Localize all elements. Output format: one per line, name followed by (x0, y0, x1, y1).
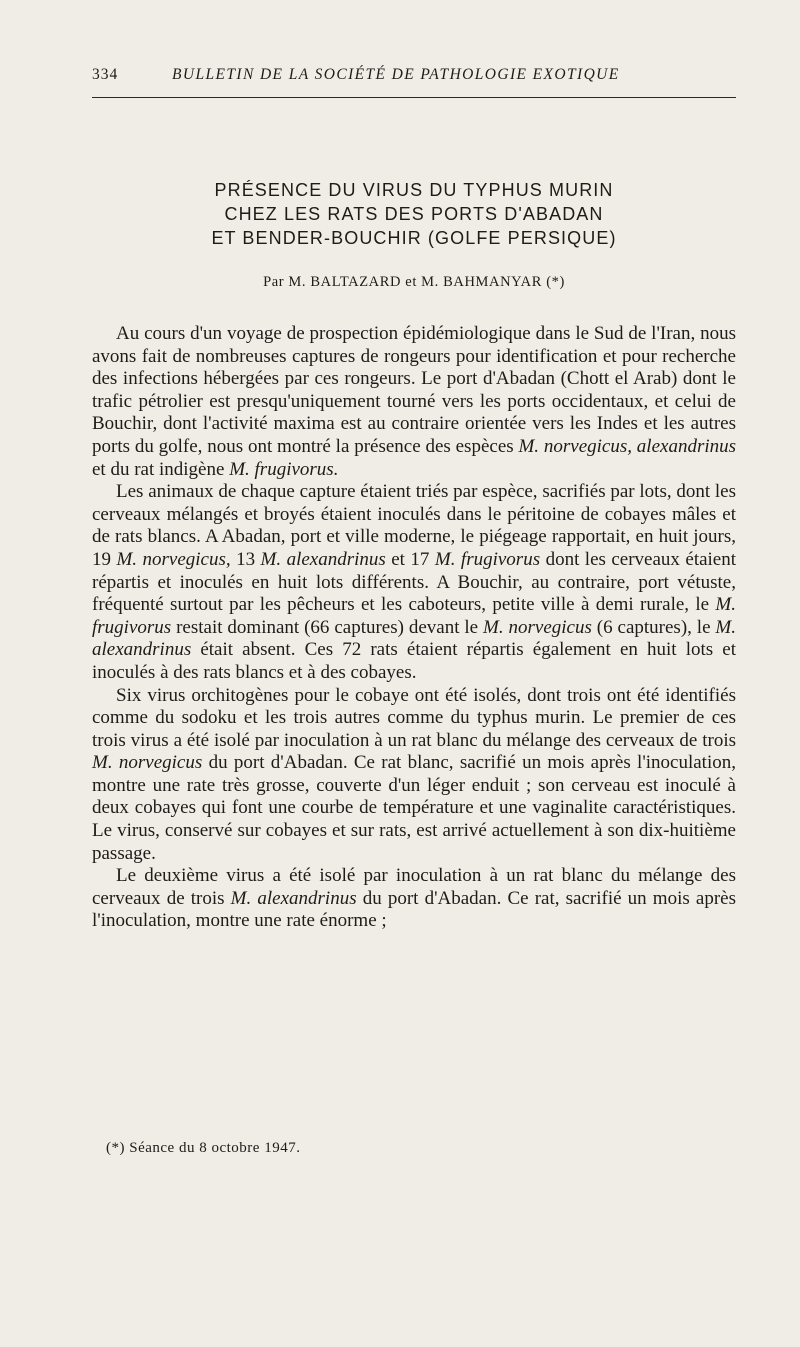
body-paragraph (92, 323, 736, 481)
title-line: CHEZ LES RATS DES PORTS D'ABADAN (224, 204, 604, 224)
paragraph-text: et du rat indigène (92, 458, 230, 480)
paragraph-text: du port d'Abadan. Ce rat, sacrifié un mois après l'inoculation, montre une rate énorme ; (92, 887, 736, 932)
article-body (92, 323, 736, 933)
species-name: M. norvegicus, (116, 548, 231, 570)
footnote: (*) Séance du 8 octobre 1947. (106, 1140, 301, 1156)
species-name: M. norvegicus (92, 752, 203, 774)
species-name: M. alexandrinus (230, 887, 357, 909)
paragraph-text: Les animaux de chaque capture étaient triés par espèce, sacrifiés par lots, dont les cerveaux mélangés et broyés étaient inoculés dans le péritoine de cobayes mâles et de rats blancs. A Abadan, port et ville moderne, le piégeage rapportait, en huit jours, 19 (92, 481, 736, 570)
species-name: M. norvegicus, alexandrinus (518, 435, 737, 457)
paragraph-text: du port d'Abadan. Ce rat blanc, sacrifié un mois après l'inoculation, montre une rate très grosse, couverte d'un léger enduit ; son cerveau est inoculé à deux cobayes qui font une courbe de température et une vaginalite caractéristiques. Le virus, conservé sur cobayes et sur rats, est arrivé actuellement à son dix-huitième passage. (92, 752, 736, 864)
species-name: M. alexandrinus (260, 548, 386, 570)
paragraph-text: Au cours d'un voyage de prospection épidémiologique dans le Sud de l'Iran, nous avons fait de nombreuses captures de rongeurs pour identification et pour recherche des infections hébergées par ces rongeurs. Le port d'Abadan (Chott el Arab) dont le trafic pétrolier est presqu'uniquement tourné vers les ports occidentaux, et celui de Bouchir, dont l'activité maxima est au contraire orientée vers les Indes et les autres ports du golfe, nous ont montré la présence des espèces (92, 323, 736, 457)
body-paragraph (92, 481, 736, 684)
paragraph-text: était absent. Ces 72 rats étaient répartis également en huit lots et inoculés à des rats blancs et à des cobayes. (92, 639, 736, 683)
title-line: ET BENDER-BOUCHIR (GOLFE PERSIQUE) (211, 228, 617, 248)
species-name: M. norvegicus (483, 616, 592, 638)
header-rule (92, 97, 736, 98)
paragraph-text: Six virus orchitogènes pour le cobaye ont été isolés, dont trois ont été identifiés comme du sodoku et les trois autres comme du typhus murin. Le premier de ces trois virus a été isolé par inoculation à un rat blanc du mélange des cerveaux de trois (92, 684, 736, 751)
species-name: M. frugivorus (92, 594, 736, 638)
article-title (92, 178, 736, 250)
paragraph-text: restait dominant (66 captures) devant le (171, 616, 484, 638)
paragraph-text: dont les cerveaux étaient répartis et inoculés en huit lots différents. A Bouchir, au contraire, port vétuste, fréquenté surtout par les pêcheurs et les caboteurs, petite ville à demi rurale, le (92, 548, 737, 616)
species-name: M. frugivorus (434, 548, 541, 570)
species-name: M. frugivorus. (229, 458, 339, 480)
article-authors: Par M. BALTAZARD et M. BAHMANYAR (*) (263, 274, 565, 290)
journal-title: BULLETIN DE LA SOCIÉTÉ DE PATHOLOGIE EXOTIQUE (172, 66, 620, 83)
paragraph-text: 13 (230, 548, 261, 570)
paragraph-text: et 17 (385, 548, 435, 570)
running-header (92, 66, 732, 90)
paragraph-text: (6 captures), le (591, 616, 716, 638)
page-number: 334 (92, 66, 119, 83)
body-paragraph (92, 685, 736, 866)
paragraph-text: Le deuxième virus a été isolé par inoculation à un rat blanc du mélange des cerveaux de trois (92, 865, 736, 909)
title-line: PRÉSENCE DU VIRUS DU TYPHUS MURIN (214, 180, 614, 200)
body-paragraph (92, 865, 736, 933)
species-name: M. alexandrinus (92, 616, 736, 661)
